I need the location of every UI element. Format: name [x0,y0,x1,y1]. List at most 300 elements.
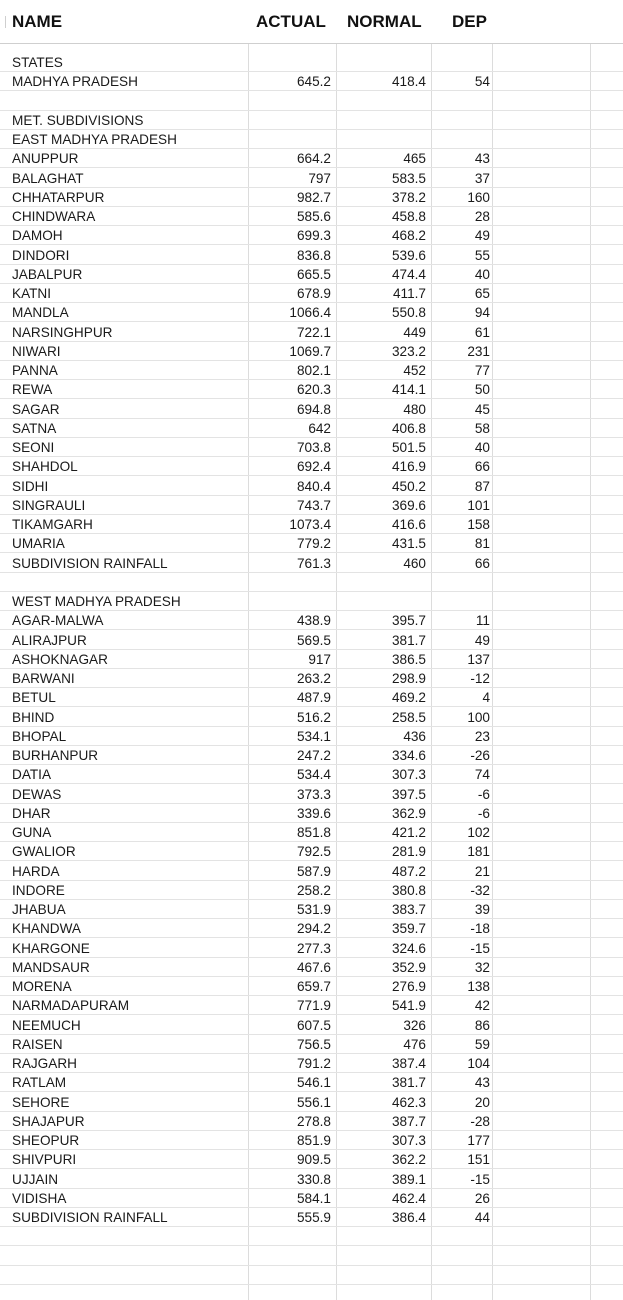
cell-dep[interactable]: -12 [470,671,490,686]
cell-dep[interactable] [432,1266,490,1285]
cell-dep[interactable]: 158 [467,517,490,532]
cell-name[interactable]: ANUPPUR [12,151,79,167]
cell-name[interactable] [12,573,248,592]
cell-normal[interactable] [338,130,426,149]
cell-normal[interactable]: 462.3 [391,1094,426,1110]
cell-actual[interactable]: 546.1 [296,1075,331,1091]
cell-dep[interactable]: 45 [474,401,490,417]
table-row[interactable] [0,188,623,207]
cell-name[interactable]: SEHORE [12,1094,70,1110]
cell-name[interactable]: SUBDIVISION RAINFALL [12,555,168,571]
cell-name[interactable]: SHIVPURI [12,1152,77,1168]
cell-name[interactable]: UMARIA [12,536,65,552]
cell-normal[interactable]: 583.5 [391,170,426,186]
cell-actual[interactable]: 620.3 [296,382,331,398]
cell-dep[interactable]: 28 [474,209,490,224]
cell-actual[interactable]: 585.6 [296,209,331,224]
cell-name[interactable]: KATNI [12,286,52,301]
cell-normal[interactable]: 539.6 [391,247,426,263]
cell-actual[interactable]: 534.4 [296,767,331,783]
cell-actual[interactable]: 694.8 [296,401,331,417]
table-row[interactable] [0,92,623,111]
table-row[interactable] [0,611,623,630]
cell-normal[interactable] [338,1247,426,1266]
cell-actual[interactable]: 258.2 [296,882,331,898]
cell-dep[interactable]: 101 [467,497,490,513]
cell-dep[interactable]: -6 [477,786,490,802]
cell-name[interactable]: NIWARI [12,343,61,359]
cell-actual[interactable]: 534.1 [296,728,331,744]
cell-dep[interactable]: 177 [467,1133,490,1148]
table-row[interactable] [0,765,623,784]
table-row[interactable] [0,1227,623,1246]
cell-normal[interactable]: 298.9 [391,671,426,686]
cell-normal[interactable]: 334.6 [391,748,426,763]
cell-dep[interactable]: 151 [467,1152,490,1168]
cell-actual[interactable]: 556.1 [296,1094,331,1110]
table-row[interactable] [0,149,623,168]
cell-name[interactable]: BHIND [12,709,55,725]
cell-normal[interactable]: 449 [403,324,426,340]
header-dep[interactable]: DEP [452,12,487,31]
cell-dep[interactable]: -26 [470,748,490,763]
cell-dep[interactable] [432,111,490,130]
cell-dep[interactable]: 49 [474,228,490,244]
cell-name[interactable]: NARMADAPURAM [12,998,130,1014]
cell-name[interactable]: KHANDWA [12,921,81,937]
table-row[interactable] [0,72,623,91]
cell-actual[interactable]: 642 [308,420,331,436]
cell-normal[interactable]: 369.6 [391,497,426,513]
table-row[interactable] [0,573,623,592]
cell-normal[interactable]: 281.9 [391,844,426,860]
cell-normal[interactable]: 386.5 [391,651,426,667]
cell-dep[interactable]: 20 [474,1094,490,1110]
cell-dep[interactable]: 43 [474,151,490,167]
cell-actual[interactable]: 699.3 [296,228,331,244]
cell-name[interactable]: JHABUA [12,902,66,917]
cell-name[interactable]: RATLAM [12,1075,67,1091]
cell-name[interactable]: RAJGARH [12,1056,77,1071]
cell-dep[interactable]: 42 [474,998,490,1014]
cell-name[interactable]: PANNA [12,363,58,378]
cell-normal[interactable]: 421.2 [391,825,426,840]
cell-dep[interactable]: 100 [467,709,490,725]
cell-normal[interactable]: 458.8 [391,209,426,224]
cell-actual[interactable]: 645.2 [296,74,331,90]
cell-actual[interactable]: 531.9 [296,902,331,917]
cell-name[interactable]: STATES [12,55,63,70]
cell-name[interactable]: MANDLA [12,305,69,321]
cell-name[interactable]: BHOPAL [12,728,67,744]
cell-actual[interactable]: 779.2 [296,536,331,552]
cell-normal[interactable]: 362.2 [391,1152,426,1168]
cell-normal[interactable]: 550.8 [391,305,426,321]
cell-name[interactable]: AGAR-MALWA [12,613,104,629]
cell-actual[interactable]: 851.8 [296,825,331,840]
cell-dep[interactable] [432,53,490,72]
cell-normal[interactable]: 474.4 [391,266,426,282]
table-row[interactable] [0,400,623,419]
cell-actual[interactable] [249,592,331,611]
cell-name[interactable]: TIKAMGARH [12,517,93,532]
cell-actual[interactable]: 294.2 [296,921,331,937]
cell-normal[interactable]: 395.7 [391,613,426,629]
cell-actual[interactable]: 555.9 [296,1210,331,1225]
table-row[interactable] [0,207,623,226]
cell-name[interactable]: DAMOH [12,228,63,244]
cell-actual[interactable] [249,53,331,72]
cell-name[interactable]: ASHOKNAGAR [12,651,108,667]
cell-name[interactable]: EAST MADHYA PRADESH [12,132,177,147]
cell-normal[interactable]: 436 [403,728,426,744]
cell-actual[interactable]: 1066.4 [289,305,331,321]
cell-actual[interactable]: 1069.7 [289,343,331,359]
table-row[interactable] [0,996,623,1015]
table-row[interactable] [0,631,623,650]
table-row[interactable] [0,1189,623,1208]
table-row[interactable] [0,688,623,707]
table-row[interactable] [0,477,623,496]
table-row[interactable] [0,342,623,361]
cell-name[interactable]: MORENA [12,979,72,994]
cell-normal[interactable]: 386.4 [391,1210,426,1225]
table-row[interactable] [0,226,623,245]
cell-actual[interactable] [249,1227,331,1246]
cell-dep[interactable]: -18 [470,921,490,937]
cell-dep[interactable]: 4 [482,690,490,706]
cell-normal[interactable]: 468.2 [391,228,426,244]
cell-dep[interactable]: 94 [474,305,490,321]
cell-dep[interactable] [432,92,490,111]
cell-normal[interactable]: 326 [403,1017,426,1033]
cell-dep[interactable]: 160 [467,189,490,205]
cell-actual[interactable]: 982.7 [296,189,331,205]
cell-name[interactable]: DHAR [12,805,51,821]
cell-name[interactable]: REWA [12,382,53,398]
cell-name[interactable]: UJJAIN [12,1171,59,1187]
cell-name[interactable]: GUNA [12,825,52,840]
table-row[interactable] [0,1131,623,1150]
cell-normal[interactable]: 323.2 [391,343,426,359]
cell-actual[interactable]: 584.1 [296,1190,331,1206]
cell-dep[interactable]: 23 [474,728,490,744]
cell-dep[interactable]: 11 [475,613,490,629]
cell-dep[interactable]: 54 [474,74,490,90]
cell-normal[interactable]: 541.9 [391,998,426,1014]
cell-normal[interactable]: 452 [403,363,426,378]
cell-name[interactable]: BALAGHAT [12,170,84,186]
cell-name[interactable]: DINDORI [12,247,70,263]
cell-name[interactable]: SEONI [12,440,55,455]
cell-normal[interactable]: 276.9 [391,979,426,994]
table-row[interactable] [0,457,623,476]
cell-normal[interactable]: 465 [403,151,426,167]
table-row[interactable] [0,111,623,130]
cell-normal[interactable]: 460 [403,555,426,571]
cell-name[interactable]: MANDSAUR [12,959,90,975]
cell-name[interactable]: SHAHDOL [12,459,78,475]
table-row[interactable] [0,823,623,842]
cell-normal[interactable]: 307.3 [391,767,426,783]
cell-dep[interactable]: 61 [474,324,490,340]
table-row[interactable] [0,746,623,765]
cell-name[interactable]: ALIRAJPUR [12,632,87,648]
cell-dep[interactable]: 65 [474,286,490,301]
table-row[interactable] [0,1247,623,1266]
cell-name[interactable]: SHEOPUR [12,1133,80,1148]
cell-normal[interactable] [338,53,426,72]
cell-name[interactable] [12,92,248,111]
cell-normal[interactable]: 397.5 [391,786,426,802]
cell-actual[interactable]: 797 [308,170,331,186]
cell-actual[interactable]: 516.2 [296,709,331,725]
cell-normal[interactable]: 501.5 [391,440,426,455]
cell-actual[interactable]: 438.9 [296,613,331,629]
table-row[interactable] [0,130,623,149]
cell-dep[interactable]: -6 [477,805,490,821]
table-row[interactable] [0,265,623,284]
cell-actual[interactable]: 263.2 [296,671,331,686]
table-row[interactable] [0,650,623,669]
cell-dep[interactable]: 66 [474,555,490,571]
cell-dep[interactable]: 58 [474,420,490,436]
cell-dep[interactable]: 81 [474,536,490,552]
cell-dep[interactable]: 74 [474,767,490,783]
cell-normal[interactable]: 383.7 [391,902,426,917]
cell-normal[interactable]: 387.4 [391,1056,426,1071]
cell-name[interactable]: SAGAR [12,401,60,417]
cell-dep[interactable]: 87 [474,478,490,494]
cell-actual[interactable]: 467.6 [296,959,331,975]
cell-name[interactable]: INDORE [12,882,65,898]
table-row[interactable] [0,419,623,438]
cell-name[interactable]: CHINDWARA [12,209,96,224]
cell-actual[interactable] [249,130,331,149]
cell-normal[interactable]: 258.5 [391,709,426,725]
cell-dep[interactable] [432,1247,490,1266]
table-row[interactable] [0,380,623,399]
cell-dep[interactable] [432,130,490,149]
cell-normal[interactable]: 476 [403,1036,426,1052]
cell-actual[interactable]: 703.8 [296,440,331,455]
cell-actual[interactable]: 278.8 [296,1113,331,1129]
cell-dep[interactable]: 39 [474,902,490,917]
cell-name[interactable] [12,1266,248,1285]
cell-name[interactable]: HARDA [12,863,60,879]
cell-name[interactable]: NEEMUCH [12,1017,81,1033]
table-row[interactable] [0,1035,623,1054]
table-row[interactable] [0,958,623,977]
cell-actual[interactable] [249,92,331,111]
cell-actual[interactable]: 607.5 [296,1017,331,1033]
cell-normal[interactable]: 469.2 [391,690,426,706]
table-row[interactable] [0,1170,623,1189]
cell-normal[interactable]: 418.4 [391,74,426,90]
cell-name[interactable]: DATIA [12,767,52,783]
cell-actual[interactable]: 792.5 [296,844,331,860]
cell-normal[interactable]: 324.6 [391,940,426,956]
cell-actual[interactable]: 330.8 [296,1171,331,1187]
cell-actual[interactable]: 1073.4 [289,517,331,532]
cell-normal[interactable]: 307.3 [391,1133,426,1148]
table-row[interactable] [0,669,623,688]
table-row[interactable] [0,785,623,804]
cell-actual[interactable] [249,1247,331,1266]
cell-normal[interactable]: 487.2 [391,863,426,879]
table-row[interactable] [0,169,623,188]
table-row[interactable] [0,284,623,303]
cell-actual[interactable]: 692.4 [296,459,331,475]
cell-actual[interactable]: 743.7 [296,497,331,513]
cell-actual[interactable]: 836.8 [296,247,331,263]
cell-actual[interactable]: 840.4 [296,478,331,494]
header-normal[interactable]: NORMAL [347,12,422,31]
cell-normal[interactable]: 381.7 [391,632,426,648]
cell-normal[interactable] [338,573,426,592]
table-row[interactable] [0,496,623,515]
cell-normal[interactable]: 362.9 [391,805,426,821]
table-row[interactable] [0,1150,623,1169]
cell-dep[interactable]: -15 [470,1171,490,1187]
table-row[interactable] [0,842,623,861]
table-row[interactable] [0,554,623,573]
cell-normal[interactable] [338,1227,426,1246]
cell-name[interactable]: RAISEN [12,1036,63,1052]
table-row[interactable] [0,862,623,881]
cell-actual[interactable]: 771.9 [296,998,331,1014]
table-row[interactable] [0,438,623,457]
cell-actual[interactable]: 665.5 [296,266,331,282]
cell-dep[interactable]: -32 [470,882,490,898]
cell-normal[interactable] [338,111,426,130]
table-row[interactable] [0,1266,623,1285]
cell-dep[interactable] [432,573,490,592]
cell-dep[interactable]: 43 [474,1075,490,1091]
cell-name[interactable]: VIDISHA [12,1190,67,1206]
cell-normal[interactable] [338,1266,426,1285]
cell-normal[interactable]: 352.9 [391,959,426,975]
cell-normal[interactable]: 414.1 [391,382,426,398]
cell-normal[interactable]: 416.6 [391,517,426,532]
table-row[interactable] [0,361,623,380]
cell-normal[interactable]: 381.7 [391,1075,426,1091]
cell-actual[interactable]: 917 [308,651,331,667]
cell-name[interactable]: BURHANPUR [12,748,99,763]
cell-name[interactable]: MET. SUBDIVISIONS [12,112,144,128]
cell-dep[interactable]: 102 [467,825,490,840]
cell-dep[interactable]: 104 [467,1056,490,1071]
cell-name[interactable]: BARWANI [12,671,75,686]
cell-actual[interactable]: 659.7 [296,979,331,994]
cell-actual[interactable]: 909.5 [296,1152,331,1168]
table-row[interactable] [0,919,623,938]
cell-name[interactable]: NARSINGHPUR [12,324,113,340]
cell-dep[interactable]: 40 [474,266,490,282]
cell-actual[interactable]: 587.9 [296,863,331,879]
table-row[interactable] [0,1073,623,1092]
cell-name[interactable]: SIDHI [12,478,49,494]
table-row[interactable] [0,534,623,553]
table-row[interactable] [0,515,623,534]
cell-dep[interactable]: 32 [474,959,490,975]
table-row[interactable] [0,246,623,265]
cell-actual[interactable]: 487.9 [296,690,331,706]
cell-dep[interactable]: -28 [470,1113,490,1129]
table-row[interactable] [0,1093,623,1112]
cell-dep[interactable]: 49 [474,632,490,648]
cell-name[interactable]: SHAJAPUR [12,1113,85,1129]
cell-actual[interactable]: 851.9 [296,1133,331,1148]
header-actual[interactable]: ACTUAL [256,12,326,31]
table-row[interactable] [0,804,623,823]
cell-name[interactable]: MADHYA PRADESH [12,74,138,90]
table-row[interactable] [0,1208,623,1227]
cell-dep[interactable] [432,1227,490,1246]
cell-actual[interactable]: 247.2 [296,748,331,763]
cell-normal[interactable]: 359.7 [391,921,426,937]
cell-dep[interactable]: 137 [467,651,490,667]
table-row[interactable] [0,323,623,342]
cell-normal[interactable]: 387.7 [391,1113,426,1129]
cell-actual[interactable]: 664.2 [296,151,331,167]
cell-normal[interactable]: 411.7 [392,286,426,301]
table-row[interactable] [0,977,623,996]
cell-dep[interactable] [432,592,490,611]
table-row[interactable] [0,592,623,611]
cell-actual[interactable]: 791.2 [296,1056,331,1071]
cell-name[interactable]: SATNA [12,420,57,436]
cell-actual[interactable]: 761.3 [296,555,331,571]
cell-name[interactable]: GWALIOR [12,844,76,860]
cell-dep[interactable]: 21 [474,863,490,879]
cell-actual[interactable] [249,1266,331,1285]
table-row[interactable] [0,900,623,919]
cell-dep[interactable]: 66 [474,459,490,475]
table-row[interactable] [0,1016,623,1035]
cell-actual[interactable] [249,111,331,130]
cell-dep[interactable]: 40 [474,440,490,455]
cell-actual[interactable]: 756.5 [296,1036,331,1052]
cell-normal[interactable]: 416.9 [391,459,426,475]
cell-normal[interactable]: 480 [403,401,426,417]
cell-normal[interactable]: 389.1 [391,1171,426,1187]
table-row[interactable] [0,1054,623,1073]
table-row[interactable] [0,303,623,322]
cell-name[interactable]: WEST MADHYA PRADESH [12,594,181,609]
cell-name[interactable] [12,1227,248,1246]
cell-dep[interactable]: 86 [474,1017,490,1033]
table-row[interactable] [0,939,623,958]
cell-dep[interactable]: 231 [467,343,490,359]
cell-dep[interactable]: 138 [467,979,490,994]
cell-normal[interactable] [338,592,426,611]
cell-normal[interactable]: 378.2 [391,189,426,205]
cell-actual[interactable]: 277.3 [296,940,331,956]
cell-dep[interactable]: 50 [474,382,490,398]
cell-actual[interactable]: 569.5 [296,632,331,648]
cell-dep[interactable]: 59 [474,1036,490,1052]
cell-actual[interactable]: 802.1 [296,363,331,378]
table-row[interactable] [0,1112,623,1131]
cell-actual[interactable]: 373.3 [296,786,331,802]
header-name[interactable]: NAME [12,12,63,31]
cell-name[interactable] [12,1247,248,1266]
cell-normal[interactable]: 462.4 [391,1190,426,1206]
cell-dep[interactable]: -15 [470,940,490,956]
cell-normal[interactable]: 431.5 [391,536,426,552]
cell-name[interactable]: DEWAS [12,786,62,802]
